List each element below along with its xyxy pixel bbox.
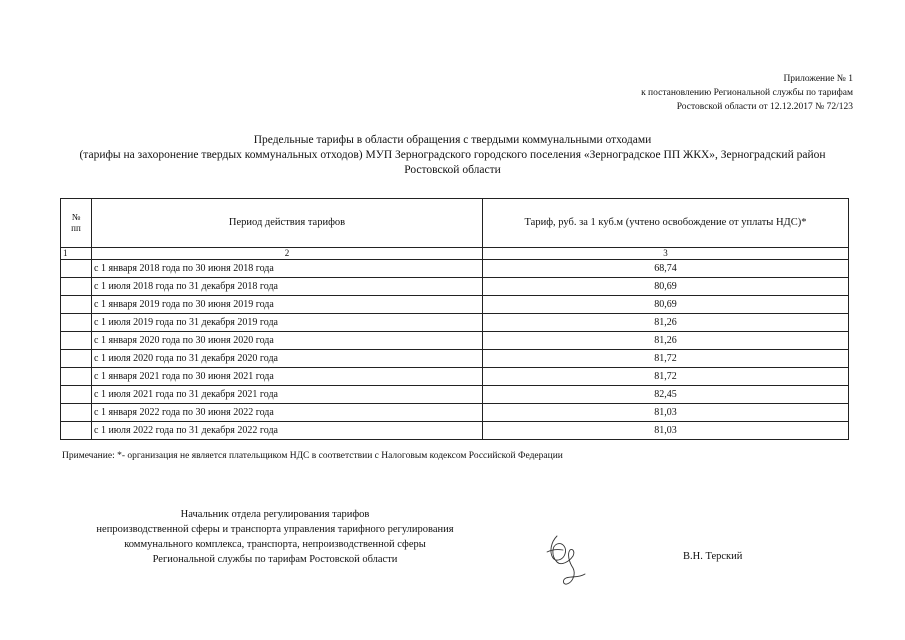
tariff-cell: 81,03	[483, 404, 849, 422]
footnote: Примечание: *- организация не является плательщиком НДС в соответствии с Налоговым кодексом Российской Федерации	[62, 451, 563, 461]
signatory-position	[40, 507, 510, 567]
table-row	[61, 422, 849, 440]
tariff-cell: 81,26	[483, 314, 849, 332]
appendix-resolution: к постановлению Региональной службы по тарифам	[641, 88, 853, 98]
signatory-line-1: Начальник отдела регулирования тарифов	[180, 509, 370, 520]
period-cell: с 1 января 2020 года по 30 июня 2020 года	[92, 332, 483, 350]
column-index-row	[61, 248, 849, 260]
column-index: 1	[61, 248, 92, 260]
tariff-cell: 81,26	[483, 332, 849, 350]
signatory-name: В.Н. Терский	[683, 551, 743, 562]
tariff-cell: 80,69	[483, 278, 849, 296]
table-row	[61, 368, 849, 386]
column-index: 2	[92, 248, 483, 260]
period-cell: с 1 июля 2021 года по 31 декабря 2021 года	[92, 386, 483, 404]
tariff-table	[60, 198, 849, 440]
tariff-cell: 81,72	[483, 350, 849, 368]
row-number-cell	[61, 278, 92, 296]
period-cell: с 1 июля 2018 года по 31 декабря 2018 года	[92, 278, 483, 296]
table-row	[61, 260, 849, 278]
table-row	[61, 404, 849, 422]
row-number-cell	[61, 314, 92, 332]
column-index: 3	[483, 248, 849, 260]
row-number-cell	[61, 350, 92, 368]
appendix-date: Ростовской области от 12.12.2017 № 72/123	[676, 102, 853, 112]
period-cell: с 1 июля 2019 года по 31 декабря 2019 года	[92, 314, 483, 332]
tariff-cell: 82,45	[483, 386, 849, 404]
row-number-cell	[61, 422, 92, 440]
tariff-cell: 81,72	[483, 368, 849, 386]
appendix-number: Приложение № 1	[783, 74, 853, 84]
tariff-cell: 80,69	[483, 296, 849, 314]
title-line-1: Предельные тарифы в области обращения с твердыми коммунальными отходами	[253, 134, 652, 146]
header-number-abbr: пп	[71, 223, 81, 233]
tariff-cell: 81,03	[483, 422, 849, 440]
row-number-cell	[61, 368, 92, 386]
signatory-line-2: непроизводственной сферы и транспорта управления тарифного регулирования	[96, 524, 454, 535]
row-number-cell	[61, 332, 92, 350]
header-period: Период действия тарифов	[92, 199, 483, 248]
handwritten-signature	[543, 532, 589, 588]
period-cell: с 1 июля 2020 года по 31 декабря 2020 года	[92, 350, 483, 368]
period-cell: с 1 января 2021 года по 30 июня 2021 года	[92, 368, 483, 386]
title-line-2: (тарифы на захоронение твердых коммунальных отходов) МУП Зерноградского городского поселения «Зерноградское ПП ЖКХ», Зерноградский район	[79, 149, 826, 161]
table-row	[61, 278, 849, 296]
table-row	[61, 314, 849, 332]
header-number	[61, 199, 92, 248]
row-number-cell	[61, 404, 92, 422]
row-number-cell	[61, 296, 92, 314]
period-cell: с 1 января 2018 года по 30 июня 2018 года	[92, 260, 483, 278]
period-cell: с 1 января 2022 года по 30 июня 2022 года	[92, 404, 483, 422]
table-header-row	[61, 199, 849, 248]
period-cell: с 1 января 2019 года по 30 июня 2019 года	[92, 296, 483, 314]
period-cell: с 1 июля 2022 года по 31 декабря 2022 года	[92, 422, 483, 440]
table-row	[61, 332, 849, 350]
tariff-cell: 68,74	[483, 260, 849, 278]
document-title	[40, 133, 865, 178]
header-tariff: Тариф, руб. за 1 куб.м (учтено освобождение от уплаты НДС)*	[483, 199, 849, 248]
row-number-cell	[61, 386, 92, 404]
signatory-line-3: коммунального комплекса, транспорта, непроизводственной сферы	[124, 539, 426, 550]
title-line-3: Ростовской области	[404, 164, 501, 176]
table-row	[61, 350, 849, 368]
table-row	[61, 386, 849, 404]
header-number-sign: №	[71, 212, 81, 222]
appendix-reference	[641, 72, 853, 114]
table-row	[61, 296, 849, 314]
row-number-cell	[61, 260, 92, 278]
signatory-line-4: Региональной службы по тарифам Ростовской области	[152, 554, 398, 565]
